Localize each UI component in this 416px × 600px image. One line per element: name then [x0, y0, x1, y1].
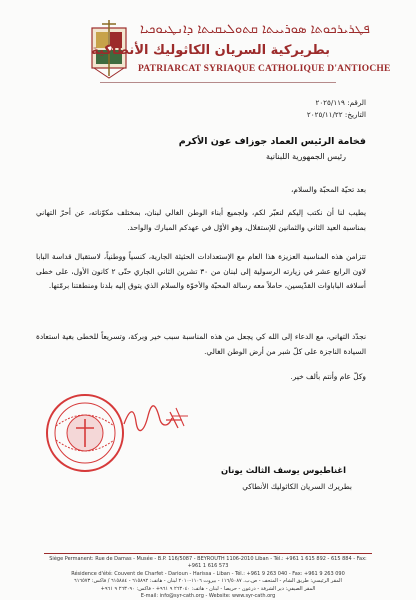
paragraph-1: يطيب لنا أن نكتب إليكم لنعبّر لكم، ولجميع أبناء الوطن الغالي لبنان، بمختلف مكوّناته، عن أحرّ التهاني بمناسبة العيد الثاني والثمانين للإستقلال، وهو الأوّل في عهدكم المبارك والواحد. — [36, 208, 366, 232]
patriarchal-seal-icon — [44, 392, 126, 474]
letter-date: التاريخ: ٢٠٢٥/١١/٢٢ — [306, 110, 366, 119]
reference-number: الرقم: ٢٠٢٥/١١٩ — [315, 98, 366, 107]
recipient-name: فخامة الرئيس العماد جوزاف عون الأكرم — [178, 136, 366, 147]
recipient-title: رئيس الجمهورية اللبنانية — [266, 152, 346, 161]
footer-address-ar-2: المقر الصيفي: دير الشرفة - درعون - حريصا - لبنان - هاتف: ٢٦٣٠٤٠ ٩ ٩٦١+ - فاكس: ٢٦٣٠٩٠ ٩ ٩٦١+ — [100, 585, 316, 592]
footer-divider — [44, 553, 372, 554]
footer-address-fr-2: Résidence d'été: Couvent de Charfet - Darioun - Harissa - Liban - Tél.: +961 9 263 040 - Fax: +961 9 263 090 — [71, 570, 345, 577]
closing-line: وكلّ عام وأنتم بألف خير. — [290, 372, 366, 381]
syriac-letterhead: ܦܛܪܝܪܟܘܬܐ ܣܘܪܝܝܬܐ ܩܬܘܠܝܩܝܬܐ ܕܐܢܛܝܘܟܝܐ — [140, 22, 370, 37]
greeting: بعد تحيّة المحبّة والسلام، — [291, 185, 366, 194]
paragraph-3: نجدّد التهاني، مع الدعاء إلى الله كي يجعل من هذه المناسبة سبب خير وبركة، وتسريعاً للخطى بغية استعادة السيادة الناجزة على كلّ شبر من أرض الوطن الغالي. — [36, 332, 366, 356]
signatory-name: اغناطيوس يوسف الثالث يونان — [220, 465, 346, 475]
french-letterhead: PATRIARCAT SYRIAQUE CATHOLIQUE D'ANTIOCHE — [138, 64, 391, 74]
footer — [44, 556, 372, 600]
arabic-letterhead: بطريركية السريان الكاثوليك الأنطاكية — [91, 43, 330, 58]
footer-contact: E-mail: info@syr-cath.org - Website: www.syr-cath.org — [140, 593, 276, 600]
footer-address-fr-1: Siège Permanent: Rue de Damas - Musée - B.P. 116/5087 - BEYROUTH 1106-2010 Liban - Tél.: +961 1 615 892 - 615 884 - Fax: +961 1 616 573 — [49, 556, 367, 570]
signature-icon — [120, 398, 190, 438]
footer-address-ar-1: المقر الرئيسي: طريق الشام - المتحف - ص.ب. ١١٦/٥٠٨٧ - بيروت ١١٠٦-٢٠١٠ لبنان - هاتف: ٦١٥٨٩٢ - ٦١٥٨٨٤ / فاكس: ٦١٦٥٧٣ — [74, 578, 342, 585]
signatory-title: بطريرك السريان الكاثوليك الأنطاكي — [242, 482, 352, 491]
header-divider — [100, 82, 336, 83]
paragraph-2: تتزامن هذه المناسبة العزيزة هذا العام مع الإستعدادات الحثيثة الجارية، كنسياً ووطنياً، لاستقبال قداسة البابا لاون الرابع عشر في زيارته الرسولية إلى لبنان من ٣٠ تشرين الثاني الجاري حتّى ٢ كانون الأول، على خطى أسلافه الباباوات القدّيسين، حاملاً معه رسالة المحبّة والأخوّة والسلام الذي يتوق إليه بلدنا ومنطقتنا برمّتها. — [36, 252, 366, 290]
